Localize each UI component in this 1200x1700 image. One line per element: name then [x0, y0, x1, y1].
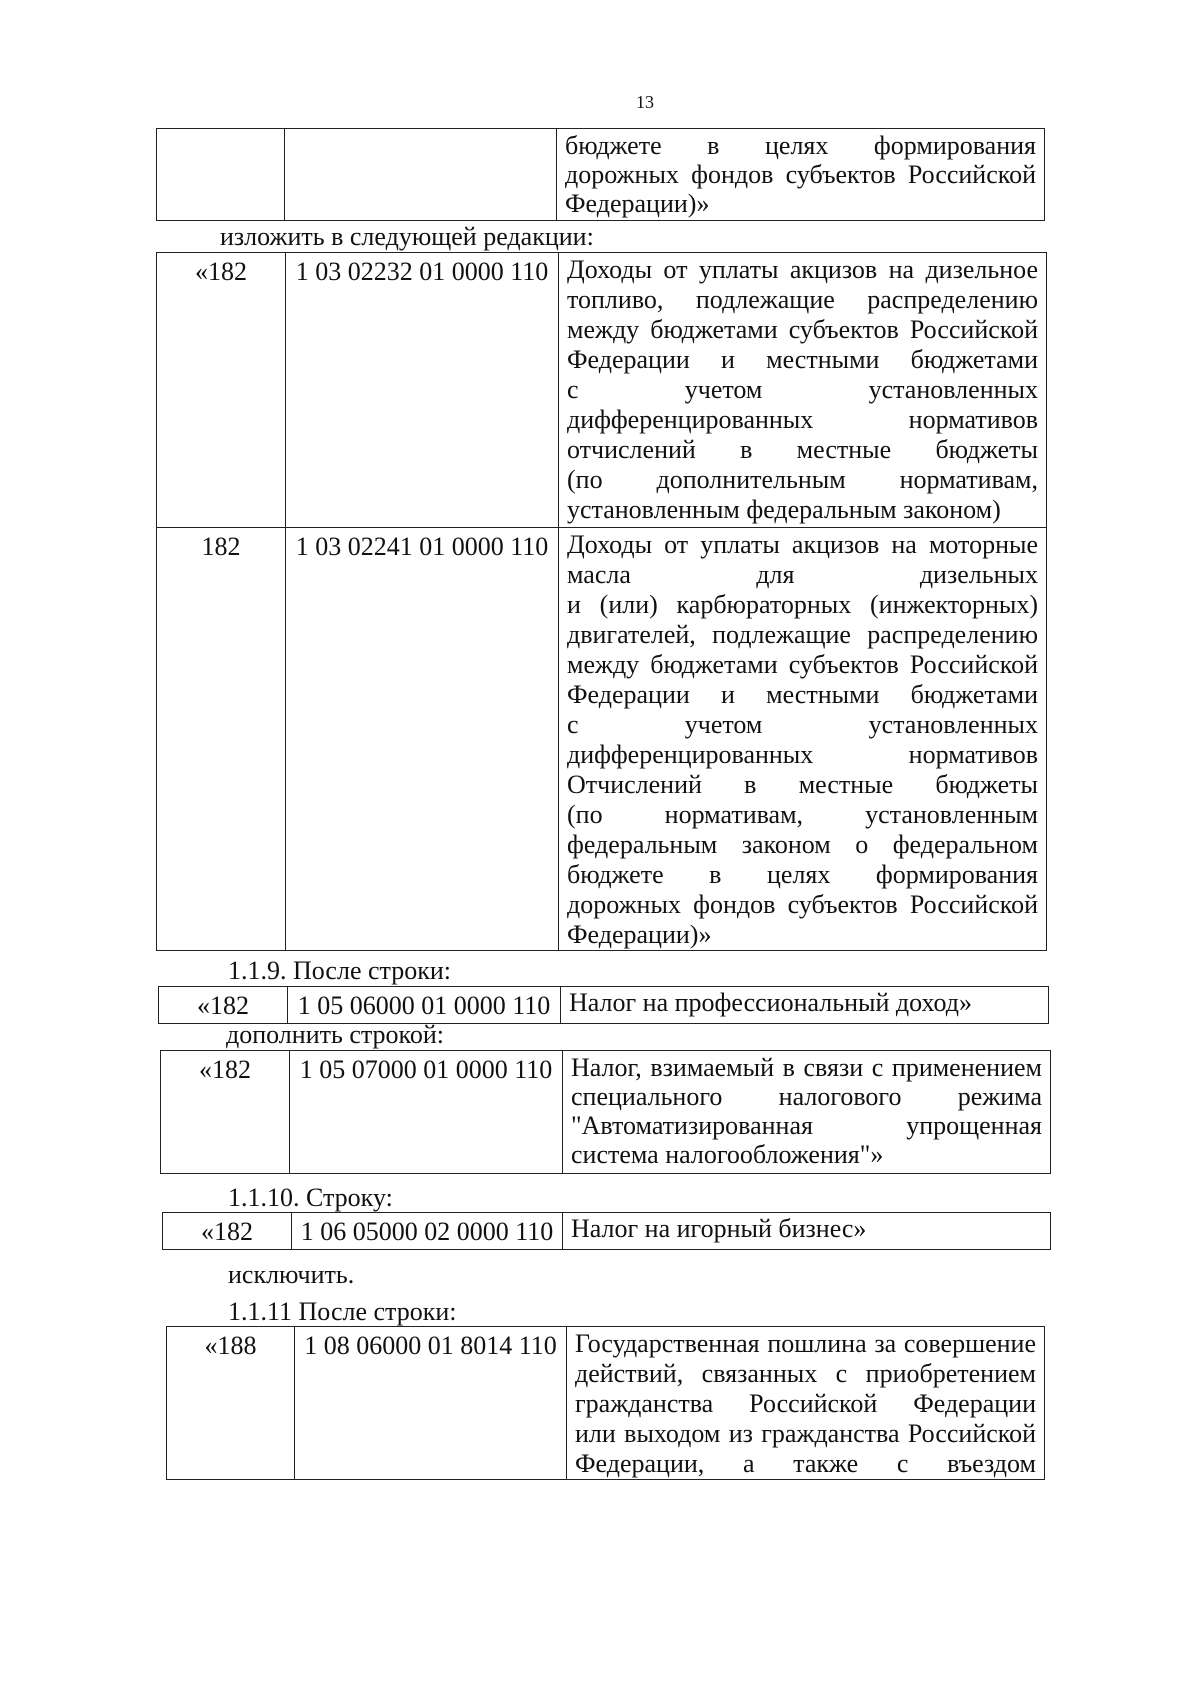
cell-admin-code: «182: [157, 253, 286, 528]
cell-admin-code: «182: [161, 1051, 290, 1174]
desc-line: дифференцированных нормативов: [567, 740, 1038, 769]
instruction-text: дополнить строкой:: [226, 1020, 444, 1049]
cell-description: Налог на профессиональный доход»: [561, 987, 1049, 1024]
desc-line: система налогообложения"»: [571, 1140, 884, 1169]
desc-line: масла для дизельных: [567, 560, 1038, 589]
cell-description: [557, 129, 1045, 221]
desc-line: бюджете в целях формирования: [565, 131, 1036, 160]
cell-empty: [285, 129, 557, 221]
desc-line: отчислений в местные бюджеты: [567, 435, 1038, 464]
table-new-edition: [156, 252, 1047, 951]
desc-line: с учетом установленных: [567, 375, 1038, 404]
table-add-row: [160, 1050, 1051, 1174]
table-row: [163, 1213, 1051, 1250]
section-heading: 1.1.11 После строки:: [228, 1297, 457, 1326]
desc-line: Федерации)»: [567, 920, 712, 949]
cell-admin-code: «182: [163, 1213, 292, 1250]
desc-line: дифференцированных нормативов: [567, 405, 1038, 434]
page-number: 13: [636, 92, 654, 112]
desc-line: между бюджетами субъектов Российской: [567, 315, 1038, 344]
desc-line: бюджете в целях формирования: [567, 860, 1038, 889]
desc-line: Налог, взимаемый в связи с применением: [571, 1053, 1042, 1082]
instruction-text: исключить.: [228, 1260, 355, 1289]
desc-line: Федерации, а также с въездом: [575, 1449, 1036, 1478]
cell-description: [567, 1327, 1045, 1480]
cell-budget-code: 1 05 06000 01 0000 110: [288, 987, 561, 1024]
desc-line: Отчислений в местные бюджеты: [567, 770, 1038, 799]
table-continuation: [156, 128, 1045, 221]
desc-line: Государственная пошлина за совершение: [575, 1329, 1036, 1358]
desc-line: или выходом из гражданства Российской: [575, 1419, 1036, 1448]
cell-description: Налог на игорный бизнес»: [563, 1213, 1051, 1250]
desc-line: топливо, подлежащие распределению: [567, 285, 1038, 314]
table-exclude-row: [162, 1212, 1051, 1250]
desc-line: дорожных фондов субъектов Российской: [565, 160, 1036, 189]
cell-budget-code: 1 08 06000 01 8014 110: [295, 1327, 567, 1480]
instruction-text: изложить в следующей редакции:: [220, 222, 594, 251]
table-row: [161, 1051, 1051, 1174]
cell-admin-code: «188: [167, 1327, 295, 1480]
desc-line: Федерации)»: [565, 189, 710, 218]
cell-budget-code: 1 05 07000 01 0000 110: [290, 1051, 563, 1174]
desc-line: и (или) карбюраторных (инжекторных): [567, 590, 1038, 619]
cell-budget-code: 1 03 02241 01 0000 110: [286, 528, 559, 951]
cell-description: [563, 1051, 1051, 1174]
desc-line: действий, связанных с приобретением: [575, 1359, 1036, 1388]
table-row: [157, 528, 1047, 951]
desc-line: специального налогового режима: [571, 1082, 1042, 1111]
desc-line: с учетом установленных: [567, 710, 1038, 739]
desc-line: Федерации и местными бюджетами: [567, 680, 1038, 709]
desc-line: федеральным законом о федеральном: [567, 830, 1038, 859]
desc-line: (по нормативам, установленным: [567, 800, 1038, 829]
cell-admin-code: «182: [159, 987, 288, 1024]
section-heading: 1.1.9. После строки:: [228, 956, 451, 985]
cell-empty: [157, 129, 285, 221]
table-after-row-2: [166, 1326, 1045, 1480]
cell-budget-code: 1 06 05000 02 0000 110: [292, 1213, 563, 1250]
cell-budget-code: 1 03 02232 01 0000 110: [286, 253, 559, 528]
table-row: [157, 253, 1047, 528]
desc-line: дорожных фондов субъектов Российской: [567, 890, 1038, 919]
desc-line: двигателей, подлежащие распределению: [567, 620, 1038, 649]
desc-line: гражданства Российской Федерации: [575, 1389, 1036, 1418]
cell-description: [559, 528, 1047, 951]
desc-line: "Автоматизированная упрощенная: [571, 1111, 1042, 1140]
desc-line: (по дополнительным нормативам,: [567, 465, 1038, 494]
desc-line: Доходы от уплаты акцизов на моторные: [567, 530, 1038, 559]
desc-line: Федерации и местными бюджетами: [567, 345, 1038, 374]
cell-description: [559, 253, 1047, 528]
table-row: [157, 129, 1045, 221]
table-after-row: [158, 986, 1049, 1024]
desc-line: между бюджетами субъектов Российской: [567, 650, 1038, 679]
desc-line: установленным федеральным законом): [567, 495, 1001, 524]
table-row: [159, 987, 1049, 1024]
section-heading: 1.1.10. Строку:: [228, 1183, 393, 1212]
cell-admin-code: 182: [157, 528, 286, 951]
desc-line: Доходы от уплаты акцизов на дизельное: [567, 255, 1038, 284]
table-row: [167, 1327, 1045, 1480]
